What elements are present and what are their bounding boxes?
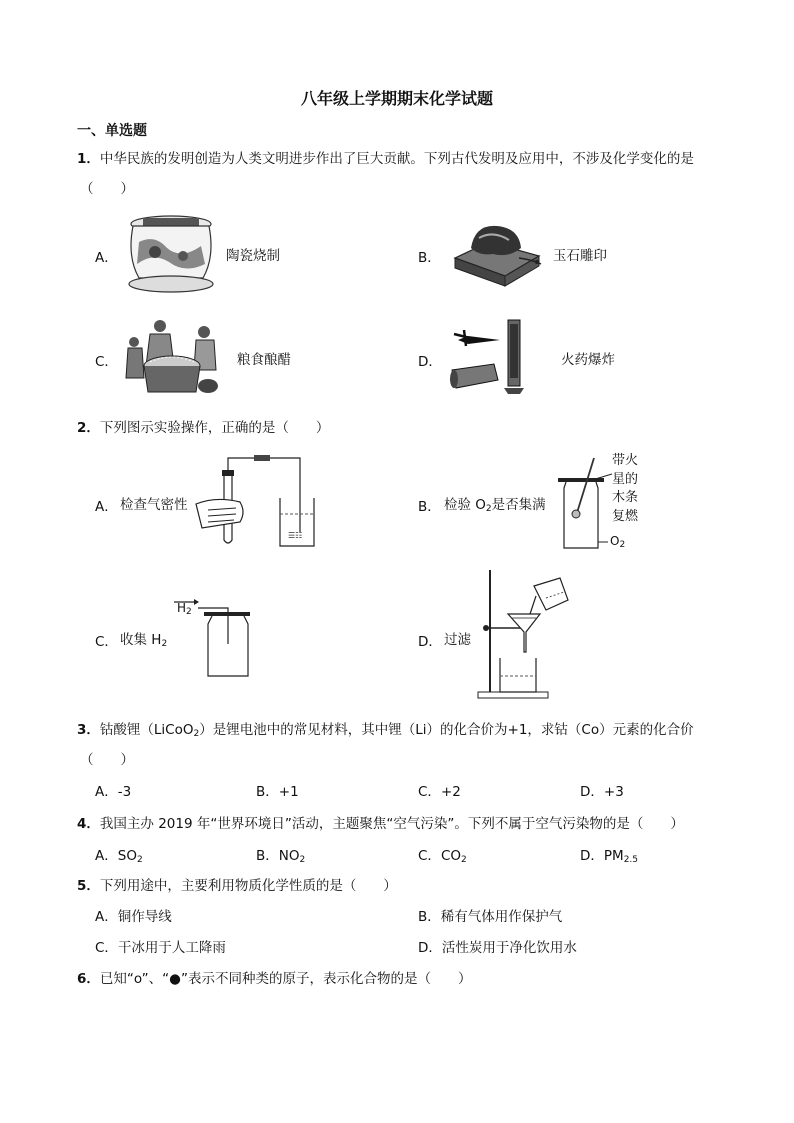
page-title: 八年级上学期期末化学试题 [300, 89, 493, 108]
label-line: 带火 [612, 453, 639, 468]
question-text: 下列用途中，主要利用物质化学性质的是（ ） [99, 878, 397, 894]
option-label: 过滤 [444, 632, 471, 648]
subscript: 2 [186, 607, 192, 617]
question-number: 6． [77, 971, 100, 987]
option-letter: B． [418, 499, 441, 515]
option-label: PM [603, 848, 624, 864]
option-label: 粮食酿醋 [237, 352, 291, 368]
option-label: 火药爆炸 [561, 352, 615, 368]
option-letter: A． [95, 848, 118, 864]
question-text: ）是锂电池中的常见材料，其中锂（Li）的化合价为+1，求钴（Co）元素的化合价 [199, 722, 694, 738]
option-label: 铜作导线 [117, 909, 172, 925]
oxygen-test-figure [556, 456, 606, 556]
option-letter: D． [418, 354, 442, 370]
option-label: SO [117, 848, 137, 864]
question-text: 下列图示实验操作，正确的是（ ） [99, 420, 330, 436]
question-5-stem [77, 874, 397, 894]
question-text: 钴酸锂（LiCoO [99, 722, 194, 738]
subscript: 2 [619, 540, 626, 550]
o2-text: O [610, 534, 620, 548]
option-b [256, 780, 299, 800]
jade-seal-image [449, 218, 545, 290]
option-letter: B． [256, 784, 279, 800]
subscript: 2 [193, 729, 200, 739]
option-letter: B． [256, 848, 279, 864]
question-4-stem [77, 812, 684, 832]
option-label-group [444, 493, 546, 514]
question-3-stem [77, 718, 694, 739]
subscript: 2 [461, 855, 467, 865]
option-label: 检验 O [444, 497, 486, 513]
option-letter: C． [95, 940, 118, 956]
option-label: NO [278, 848, 300, 864]
option-label: +3 [603, 784, 624, 800]
option-c [418, 780, 461, 800]
option-label-group [120, 628, 167, 649]
filtration-figure [474, 566, 578, 702]
question-text: 已知“o”、“●”表示不同种类的原子，表示化合物的是（ ） [99, 971, 472, 987]
option-letter: C． [95, 354, 118, 370]
h2-text: H [177, 601, 187, 615]
option-letter: B． [418, 250, 441, 266]
option-letter: A． [95, 499, 118, 515]
option-a [95, 780, 131, 800]
option-b [418, 905, 562, 925]
option-label: 检查气密性 [120, 497, 188, 513]
subscript: 2 [299, 855, 306, 865]
option-label: 收集 H [120, 632, 162, 648]
answer-paren: （ ） [80, 181, 134, 197]
option-letter: D． [580, 784, 604, 800]
option-label: 活性炭用于净化饮用水 [441, 940, 577, 956]
option-label: -3 [117, 784, 132, 800]
option-b [256, 844, 305, 865]
option-d [580, 780, 624, 800]
question-text: 我国主办 2019 年“世界环境日”活动，主题聚焦“空气污染”。下列不属于空气污染物的是（ ） [99, 816, 684, 832]
porcelain-jar-image [125, 212, 217, 294]
option-label: 玉石雕印 [553, 248, 607, 264]
question-2-stem [77, 416, 329, 436]
option-letter: A． [95, 784, 118, 800]
question-1-stem [77, 147, 694, 167]
svg-text:☰☷: ☰☷ [288, 531, 303, 540]
option-label: 是否集满 [491, 497, 546, 513]
subscript: 2 [485, 504, 492, 514]
option-c [95, 936, 226, 956]
option-label: +1 [278, 784, 299, 800]
option-letter: A． [95, 250, 118, 266]
question-number: 4． [77, 816, 100, 832]
option-letter: D． [580, 848, 604, 864]
subscript: 2 [136, 855, 143, 865]
option-label: 干冰用于人工降雨 [117, 940, 226, 956]
burning-splint-label [612, 452, 642, 526]
option-c [418, 844, 467, 865]
answer-paren: （ ） [80, 752, 134, 768]
subscript: 2 [161, 639, 168, 649]
option-label: 稀有气体用作保护气 [440, 909, 563, 925]
option-label: +2 [440, 784, 461, 800]
section-heading: 一、单选题 [77, 123, 147, 139]
option-letter: C． [418, 784, 441, 800]
question-number: 1． [77, 151, 100, 167]
option-d [580, 844, 638, 865]
option-label: 陶瓷烧制 [226, 248, 280, 264]
option-letter: C． [95, 634, 118, 650]
question-text: 中华民族的发明创造为人类文明进步作出了巨大贡献。下列古代发明及应用中，不涉及化学变化的是 [99, 151, 694, 167]
vinegar-brewing-image [124, 316, 220, 398]
option-letter: D． [418, 940, 442, 956]
option-letter: D． [418, 634, 442, 650]
label-leader-line [590, 472, 614, 482]
o2-label [610, 534, 625, 550]
label-line: 星的 [612, 471, 639, 487]
label-line: 木条 [612, 490, 639, 505]
label-line: 复燃 [612, 508, 639, 524]
option-label: CO [440, 848, 461, 864]
subscript: 2.5 [623, 855, 639, 865]
airtightness-check-figure [196, 452, 322, 552]
question-number: 2． [77, 420, 100, 436]
question-number: 5． [77, 878, 100, 894]
option-a [95, 844, 143, 865]
h2-label [177, 601, 192, 617]
question-6-stem [77, 967, 471, 987]
option-d [418, 936, 577, 956]
option-a [95, 905, 172, 925]
question-number: 3． [77, 722, 100, 738]
gunpowder-image [448, 318, 530, 398]
option-letter: C． [418, 848, 441, 864]
option-letter: A． [95, 909, 118, 925]
option-letter: B． [418, 909, 441, 925]
